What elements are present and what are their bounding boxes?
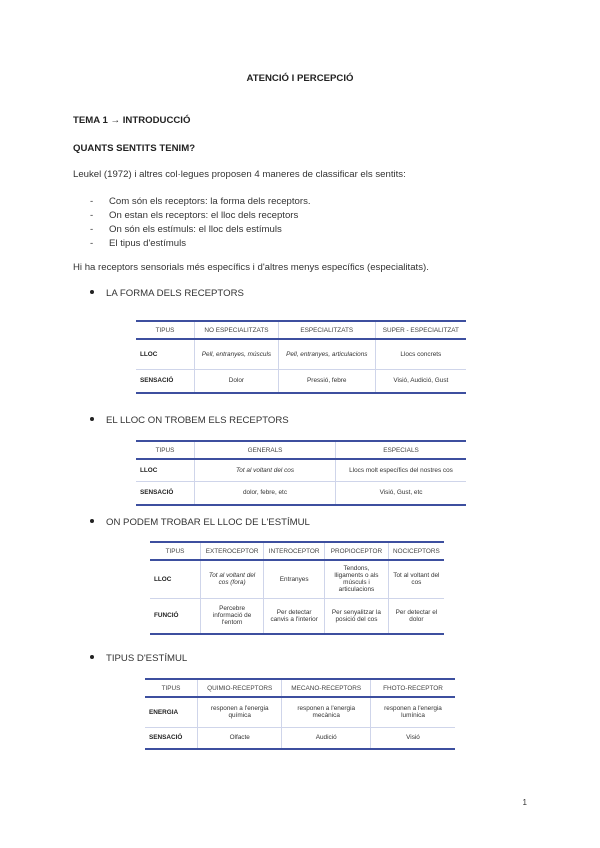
table-cell: responen a l'energia mecànica <box>282 697 371 727</box>
table-header: NOCICEPTORS <box>388 542 444 560</box>
table-stimulus-place <box>150 541 444 635</box>
table-cell: Llocs molt específics del nostres cos <box>336 459 467 481</box>
row-header: LLOC <box>140 350 158 358</box>
table-row <box>145 727 455 749</box>
bullet-label: EL LLOC ON TROBEM ELS RECEPTORS <box>106 415 289 426</box>
table-header: TIPUS <box>161 684 181 692</box>
table-cell: Visió, Audició, Gust <box>375 369 466 393</box>
intro-paragraph: Leukel (1972) i altres col·legues proposen 4 maneres de classificar els sentits: <box>73 169 406 180</box>
table-row <box>136 369 466 393</box>
table-cell: Entranyes <box>264 560 325 598</box>
table-header: QUIMIO-RECEPTORS <box>198 679 282 697</box>
table-cell: Percebre informació de l'entorn <box>201 598 264 634</box>
table-cell: Per detectar canvis a l'interior <box>264 598 325 634</box>
table-row <box>150 598 444 634</box>
table-cell: responen a l'energia lumínica <box>371 697 455 727</box>
table-cell: Pell, entranyes, músculs <box>195 339 279 369</box>
table-cell: dolor, febre, etc <box>195 481 336 505</box>
page-number: 1 <box>522 798 527 807</box>
bullet-dot-icon <box>90 655 94 659</box>
bullet-stimulus-place <box>90 517 310 528</box>
list-item: - El tipus d'estímuls <box>90 237 311 251</box>
row-header: ENERGIA <box>149 708 179 716</box>
bullet-dot-icon <box>90 519 94 523</box>
table-cell: responen a l'energia química <box>198 697 282 727</box>
table-header: TIPUS <box>155 326 175 334</box>
table-cell: Tendons, lligaments o als músculs i articulacions <box>325 560 389 598</box>
table-row <box>136 459 466 481</box>
section-heading: QUANTS SENTITS TENIM? <box>73 143 196 154</box>
table-cell: Llocs concrets <box>375 339 466 369</box>
specificity-paragraph: Hi ha receptors sensorials més específics i d'altres menys específics (especialitats). <box>73 262 429 273</box>
table-cell: Per detectar el dolor <box>388 598 444 634</box>
bullet-stimulus-type <box>90 653 187 664</box>
table-receptor-place <box>136 440 466 506</box>
bullet-form-receptors <box>90 288 244 299</box>
row-header: SENSACIÓ <box>140 377 174 385</box>
row-header: SENSACIÓ <box>140 489 174 497</box>
list-item: - On estan els receptors: el lloc dels receptors <box>90 209 311 223</box>
table-header: NO ESPECIALITZATS <box>195 321 279 339</box>
table-row <box>145 697 455 727</box>
table-cell: Tot al voltant del cos (fora) <box>201 560 264 598</box>
bullet-place-receptors <box>90 415 289 426</box>
criteria-list <box>90 195 311 251</box>
table-cell: Visió <box>371 727 455 749</box>
table-header: PROPIOCEPTOR <box>325 542 389 560</box>
table-row <box>136 481 466 505</box>
table-header: MECANO-RECEPTORS <box>282 679 371 697</box>
table-cell: Pressió, febre <box>278 369 375 393</box>
row-header: LLOC <box>140 466 158 474</box>
table-cell: Dolor <box>195 369 279 393</box>
table-row <box>150 560 444 598</box>
table-stimulus-type <box>145 678 455 750</box>
table-cell: Pell, entranyes, articulacions <box>278 339 375 369</box>
table-cell: Audició <box>282 727 371 749</box>
table-cell: Visió, Gust, etc <box>336 481 467 505</box>
table-cell: Olfacte <box>198 727 282 749</box>
table-row <box>136 339 466 369</box>
row-header: LLOC <box>154 575 172 583</box>
topic-heading: TEMA 1 → INTRODUCCIÓ <box>73 115 191 126</box>
list-item: - On són els estímuls: el lloc dels estímuls <box>90 223 311 237</box>
bullet-label: ON PODEM TROBAR EL LLOC DE L'ESTÍMUL <box>106 517 310 528</box>
row-header: FUNCIÓ <box>154 612 179 620</box>
table-cell: Per senyalitzar la posició del cos <box>325 598 389 634</box>
list-item: - Com són els receptors: la forma dels receptors. <box>90 195 311 209</box>
table-header: SUPER - ESPECIALITZAT <box>375 321 466 339</box>
table-header: INTEROCEPTOR <box>264 542 325 560</box>
table-header: ESPECIALS <box>336 441 467 459</box>
table-receptor-form <box>136 320 466 394</box>
bullet-dot-icon <box>90 417 94 421</box>
bullet-label: LA FORMA DELS RECEPTORS <box>106 288 244 299</box>
table-header: ESPECIALITZATS <box>278 321 375 339</box>
table-header: FHOTO-RECEPTOR <box>371 679 455 697</box>
bullet-label: TIPUS D'ESTÍMUL <box>106 653 188 664</box>
table-header: TIPUS <box>165 547 185 555</box>
table-cell: Tot al voltant del cos <box>195 459 336 481</box>
bullet-dot-icon <box>90 290 94 294</box>
document-title: ATENCIÓ I PERCEPCIÓ <box>246 73 354 84</box>
table-header: TIPUS <box>155 446 175 454</box>
table-header: GENERALS <box>195 441 336 459</box>
table-header: EXTEROCEPTOR <box>201 542 264 560</box>
row-header: SENSACIÓ <box>149 734 183 742</box>
table-cell: Tot al voltant del cos <box>388 560 444 598</box>
